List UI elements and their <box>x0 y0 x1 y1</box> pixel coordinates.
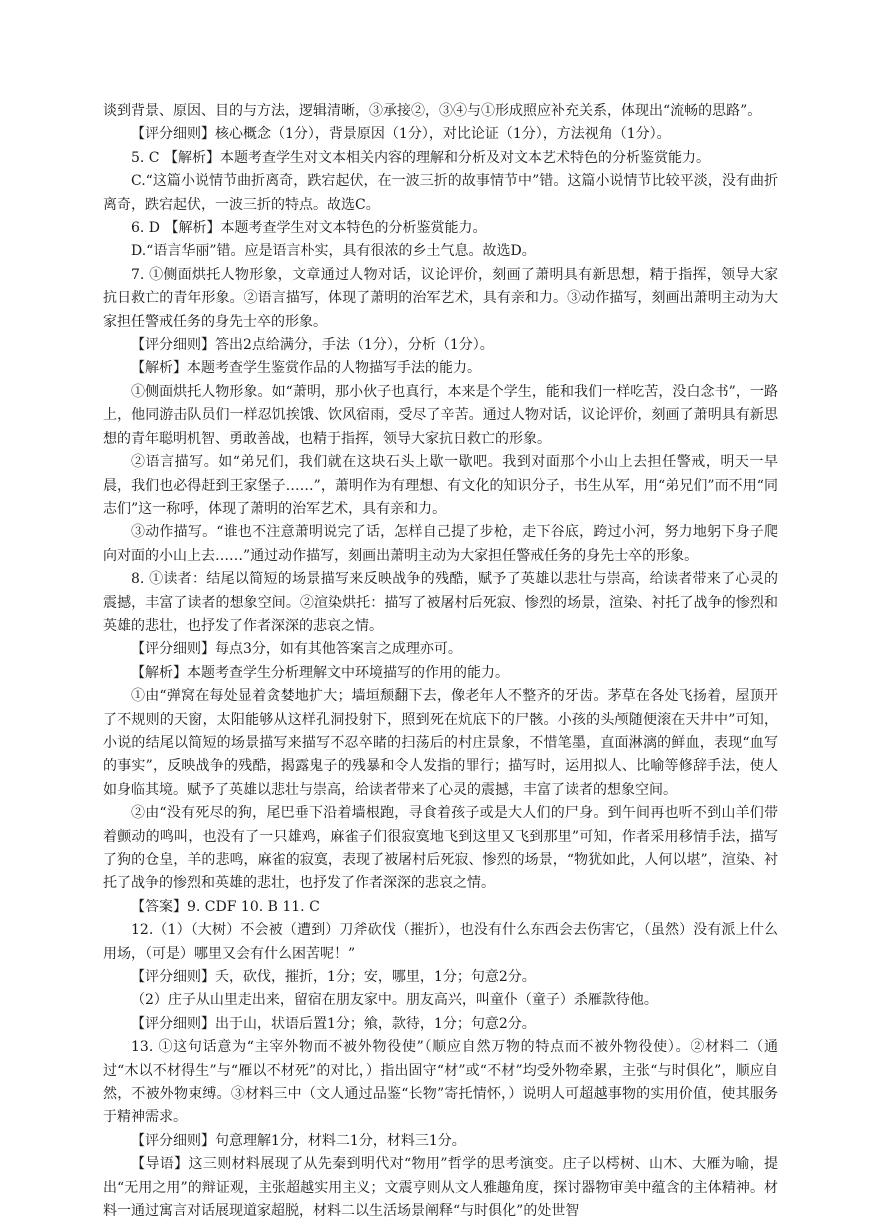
paragraph-21: （2）庄子从山里走出来，留宿在朋友家中。朋友高兴，叫童仆（童子）杀雁款待他。 <box>131 992 658 1009</box>
paragraph-15: 【解析】本题考查学生分析理解文中环境描写的作用的能力。 <box>131 664 509 681</box>
paragraph-25: 【导语】这三则材料展现了从先秦到明代对“物用”哲学的思考演变。庄子以樗树、山木、大雁为喻，提出“无用之用”的辩证观，主张超越实用主义；文震亨则从文人雅趣角度，探讨器物审美中蕴含的主体精神。材料一通过寓言对话展现道家超脱，材料二以生活场景阐释“与时俱化”的处世智 <box>103 1156 778 1220</box>
paragraph-11: ②语言描写。如“弟兄们，我们就在这块石头上歇一歇吧。我到对面那个小山上去担任警戒，明天一早晨，我们也必得赶到王家堡子……”，萧明作为有理想、有文化的知识分子，书生从军，用“弟兄们”而不用“同志们”这一称呼，体现了萧明的治军艺术，具有亲和力。 <box>103 454 778 517</box>
paragraph-23: 13. ①这句话意为“主宰外物而不被外物役使”（顺应自然万物的特点而不被外物役使）。②材料二（通过“木以不材得生”与“雁以不材死”的对比，）指出固守“材”或“不材”均受外物牵累，主张“与时俱化”，顺应自然，不被外物束缚。③材料三中（文人通过品鉴“长物”寄托情怀，）说明人可超越事物的实用价值，使其服务于精神需求。 <box>103 1039 778 1126</box>
paragraph-6: D.“语言华丽”错。应是语言朴实，具有很浓的乡土气息。故选D。 <box>131 243 536 260</box>
paragraph-2: 【评分细则】核心概念（1分），背景原因（1分），对比论证（1分），方法视角（1分）。 <box>131 126 671 143</box>
paragraph-18: 【答案】9. CDF 10. B 11. C <box>131 898 320 915</box>
paragraph-4: C.“这篇小说情节曲折离奇，跌宕起伏，在一波三折的故事情节中”错。这篇小说情节比较平淡，没有曲折离奇，跌宕起伏，一波三折的特点。故选C。 <box>103 173 778 213</box>
paragraph-1: 谈到背景、原因、目的与方法，逻辑清晰，③承接②，③④与①形成照应补充关系，体现出“流畅的思路”。 <box>103 103 762 119</box>
paragraph-19: 12.（1）（大树）不会被（遭到）刀斧砍伐（摧折），也没有什么东西会去伤害它，（虽然）没有派上什么用场，（可是）哪里又会有什么困苦呢！” <box>103 922 778 962</box>
paragraph-17: ②由“没有死尽的狗，尾巴垂下沿着墙根跑，寻食着孩子或是大人们的尸身。到午间再也听不到山羊们带着颤动的鸣叫，也没有了一只雄鸡，麻雀子们很寂寞地飞到这里又飞到那里”可知，作者采用移情手法，描写了狗的仓皇，羊的悲鸣，麻雀的寂寞，表现了被屠村后死寂、惨烈的场景，“物犹如此，人何以堪”，渲染、衬托了战争的惨烈和英雄的悲壮，也抒发了作者深深的悲哀之情。 <box>103 805 778 892</box>
paragraph-22: 【评分细则】出于山，状语后置1分；飨，款待，1分；句意2分。 <box>131 1015 536 1032</box>
paragraph-12: ③动作描写。“谁也不注意萧明说完了话，怎样自己提了步枪，走下谷底，跨过小河，努力地躬下身子爬向对面的小山上去……”通过动作描写，刻画出萧明主动为大家担任警戒任务的身先士卒的形象。 <box>103 524 778 564</box>
paragraph-9: 【解析】本题考查学生鉴赏作品的人物描写手法的能力。 <box>131 360 481 377</box>
paragraph-7: 7. ①侧面烘托人物形象，文章通过人物对话，议论评价，刻画了萧明具有新思想，精于指挥，领导大家抗日救亡的青年形象。②语言描写，体现了萧明的治军艺术，具有亲和力。③动作描写，刻画出萧明主动为大家担任警戒任务的身先士卒的形象。 <box>103 266 778 330</box>
paragraph-24: 【评分细则】句意理解1分，材料二1分，材料三1分。 <box>131 1132 466 1149</box>
paragraph-5: 6. D 【解析】本题考查学生对文本特色的分析鉴赏能力。 <box>131 220 487 237</box>
paragraph-8: 【评分细则】答出2点给满分，手法（1分），分析（1分）。 <box>131 337 494 354</box>
paragraph-14: 【评分细则】每点3分，如有其他答案言之成理亦可。 <box>131 641 462 658</box>
paragraph-13: 8. ①读者：结尾以简短的场景描写来反映战争的残酷，赋予了英雄以悲壮与崇高，给读者带来了心灵的震撼，丰富了读者的想象空间。②渲染烘托：描写了被屠村后死寂、惨烈的场景，渲染、衬托了战争的惨烈和英雄的悲壮，也抒发了作者深深的悲哀之情。 <box>103 571 778 634</box>
paragraph-16: ①由“弹窝在每处显着贪婪地扩大；墙垣颓翻下去，像老年人不整齐的牙齿。茅草在各处飞扬着，屋顶开了不规则的天窗，太阳能够从这样孔洞投射下，照到死在炕底下的尸骸。小孩的头颅随便滚在天井中”可知，小说的结尾以简短的场景描写来描写不忍卒睹的扫荡后的村庄景象，不惜笔墨，直面淋漓的鲜血，表现“血写的事实”，反映战争的残酷，揭露鬼子的残暴和令人发指的罪行；描写时，运用拟人、比喻等修辞手法，使人如身临其境。赋予了英雄以悲壮与崇高，给读者带来了心灵的震撼，丰富了读者的想象空间。 <box>103 688 778 798</box>
paragraph-20: 【评分细则】夭，砍伐，摧折，1分；安，哪里，1分；句意2分。 <box>131 969 536 986</box>
paragraph-3: 5. C 【解析】本题考查学生对文本相关内容的理解和分析及对文本艺术特色的分析鉴赏能力。 <box>131 149 710 166</box>
paragraph-10: ①侧面烘托人物形象。如“萧明，那小伙子也真行，本来是个学生，能和我们一样吃苦，没白念书”，一路上，他同游击队员们一样忍饥挨饿、饮风宿雨，受尽了辛苦。通过人物对话，议论评价，刻画了萧明具有新思想的青年聪明机智、勇敢善战，也精于指挥，领导大家抗日救亡的形象。 <box>103 383 778 447</box>
